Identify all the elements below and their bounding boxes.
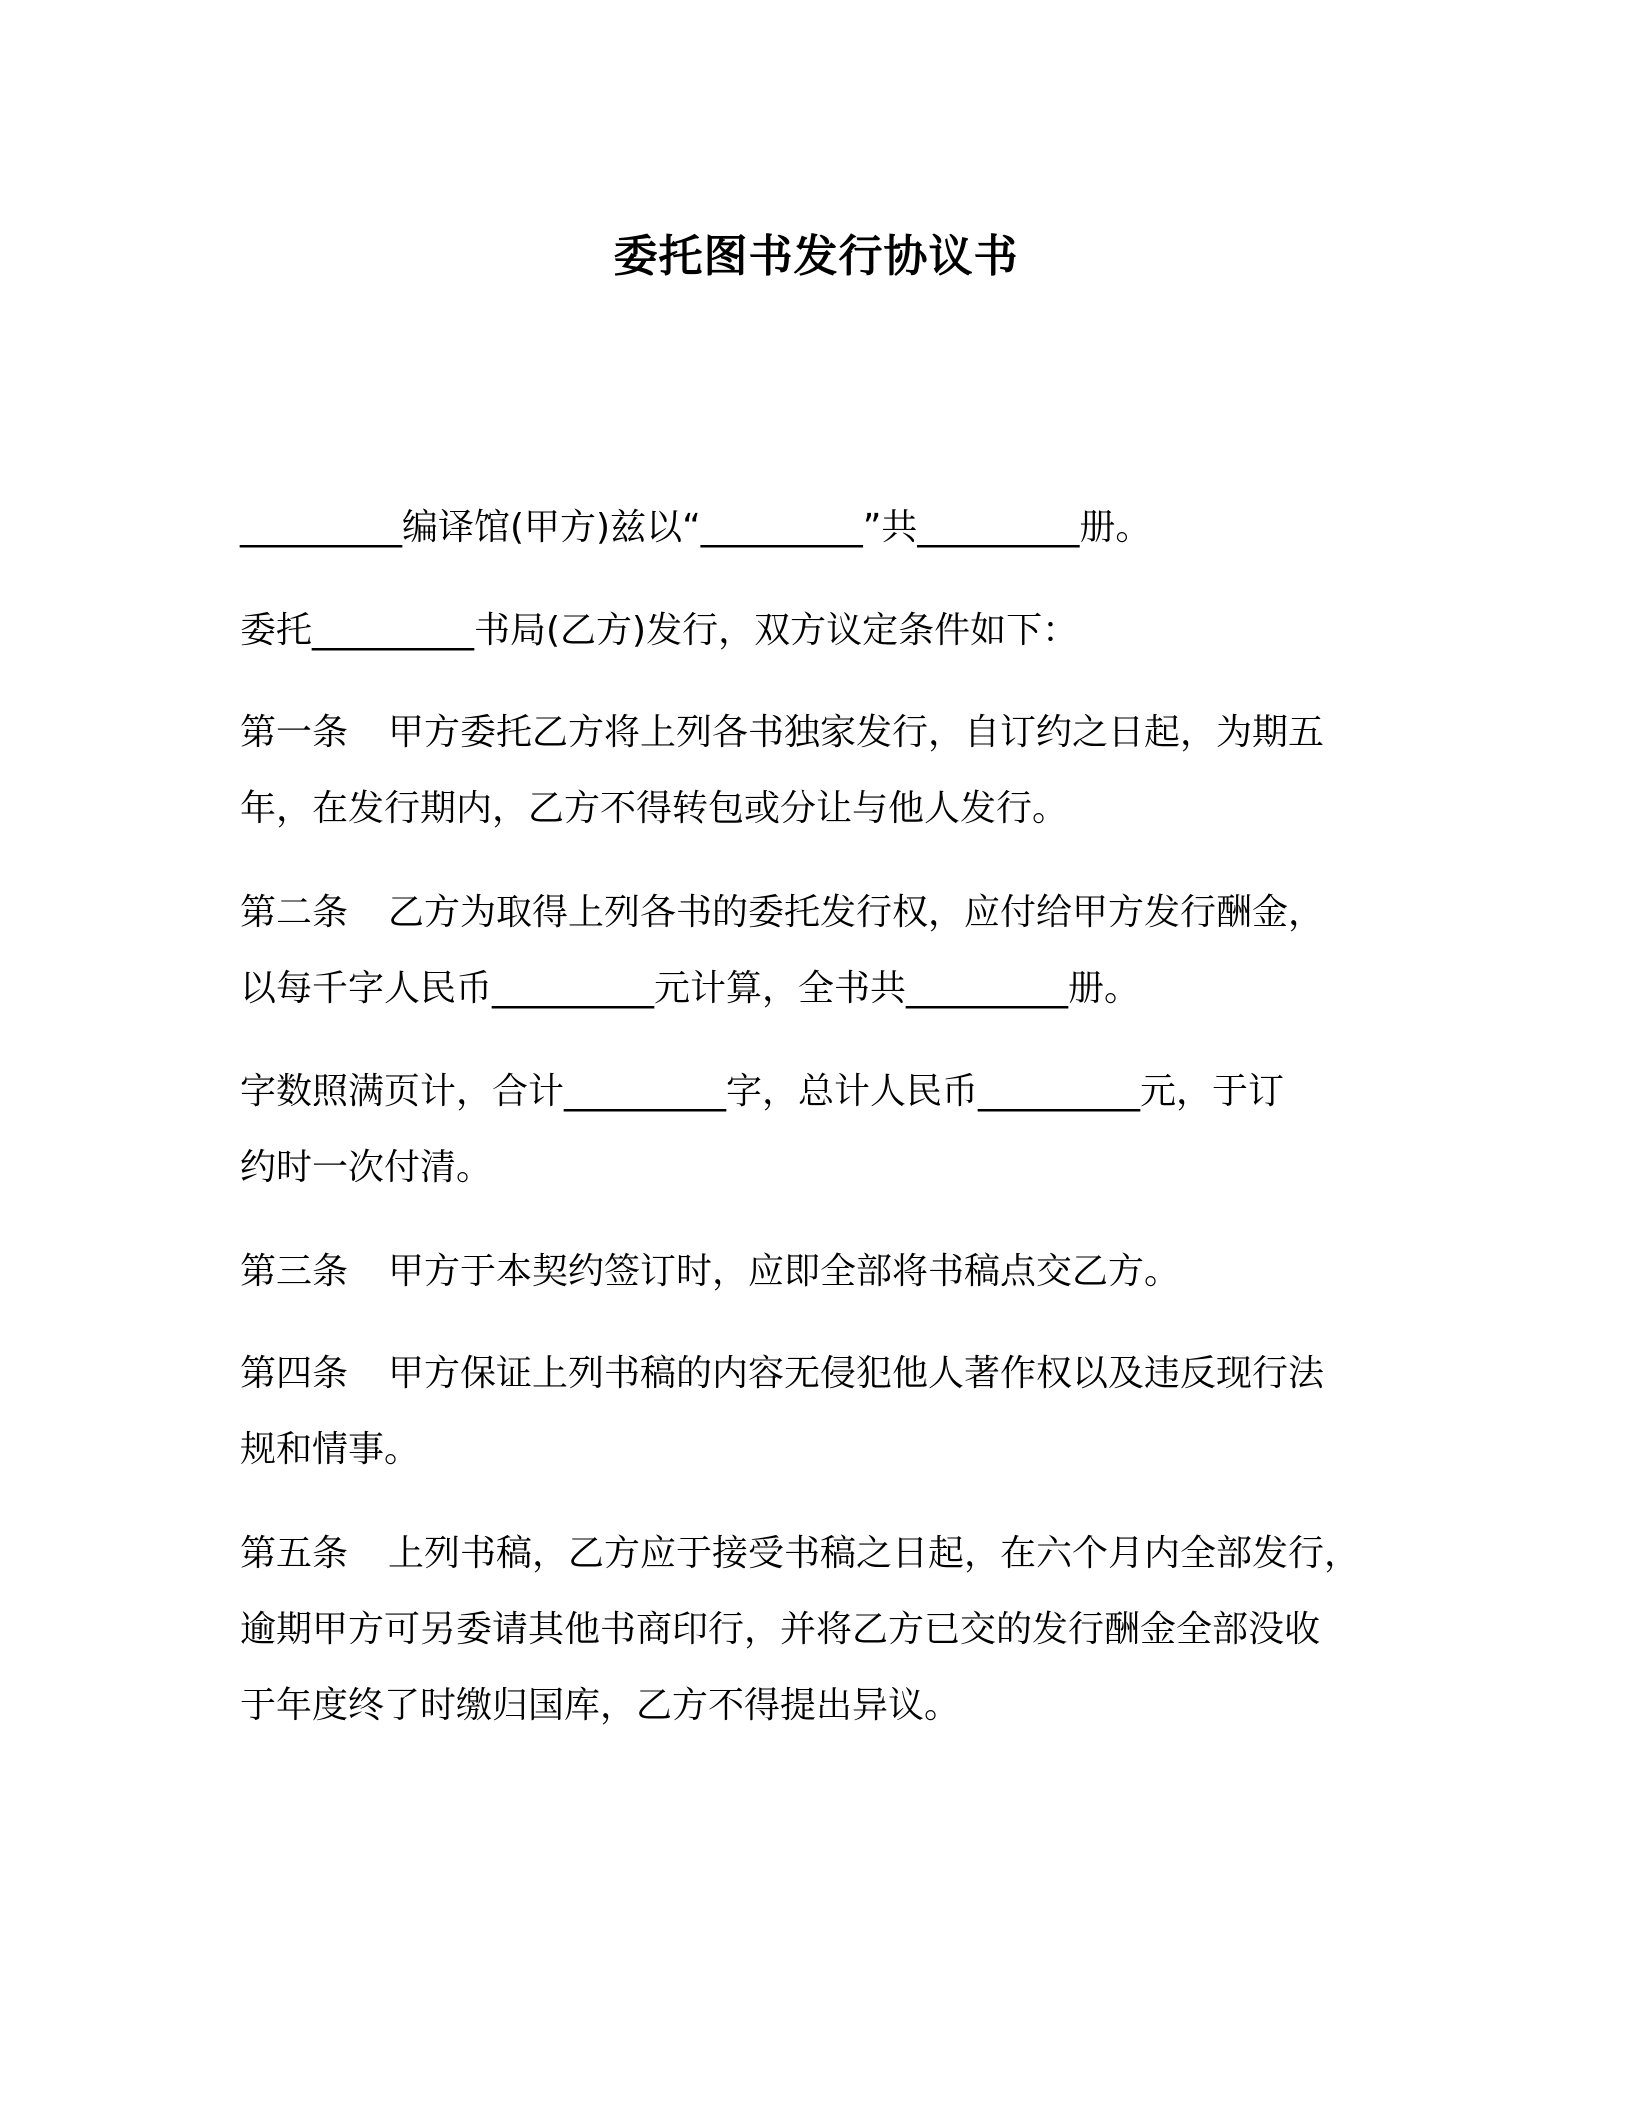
text-line: 字数照满页计，合计_________字，总计人民币_________元，于订 xyxy=(240,1071,1285,1112)
text-line: 委托_________书局(乙方)发行，双方议定条件如下： xyxy=(240,610,1079,651)
article-2 xyxy=(240,875,1390,1027)
text-line: 逾期甲方可另委请其他书商印行，并将乙方已交的发行酬金全部没收 xyxy=(240,1609,1321,1650)
text-line: 规和情事。 xyxy=(240,1429,421,1470)
article-3 xyxy=(240,1234,1390,1310)
document-title: 委托图书发行协议书 xyxy=(613,231,1019,282)
paragraph-parties xyxy=(240,490,1390,566)
paragraph-entrust xyxy=(240,593,1390,669)
article-label: 第二条 xyxy=(240,892,349,933)
article-label: 第五条 xyxy=(240,1533,349,1574)
text-line: 甲方于本契约签订时，应即全部将书稿点交乙方。 xyxy=(388,1251,1181,1292)
article-label: 第一条 xyxy=(240,712,349,753)
text-line: 乙方为取得上列各书的委托发行权，应付给甲方发行酬金， xyxy=(388,892,1325,933)
article-label: 第三条 xyxy=(240,1251,349,1292)
paragraph-payment xyxy=(240,1054,1390,1206)
text-line: 年，在发行期内，乙方不得转包或分让与他人发行。 xyxy=(240,788,1069,829)
text-line: 约时一次付清。 xyxy=(240,1147,493,1188)
text-line: 甲方委托乙方将上列各书独家发行，自订约之日起，为期五 xyxy=(388,712,1325,753)
article-label: 第四条 xyxy=(240,1353,349,1394)
text-line: _________编译馆(甲方)兹以“_________”共_________册。 xyxy=(240,507,1152,548)
article-4 xyxy=(240,1336,1390,1488)
text-line: 于年度终了时缴归国库，乙方不得提出异议。 xyxy=(240,1685,961,1726)
text-line: 甲方保证上列书稿的内容无侵犯他人著作权以及违反现行法 xyxy=(388,1353,1325,1394)
text-line: 上列书稿，乙方应于接受书稿之日起，在六个月内全部发行， xyxy=(388,1533,1361,1574)
article-1 xyxy=(240,695,1390,847)
article-5 xyxy=(240,1516,1390,1744)
text-line: 以每千字人民币_________元计算，全书共_________册。 xyxy=(240,968,1141,1009)
